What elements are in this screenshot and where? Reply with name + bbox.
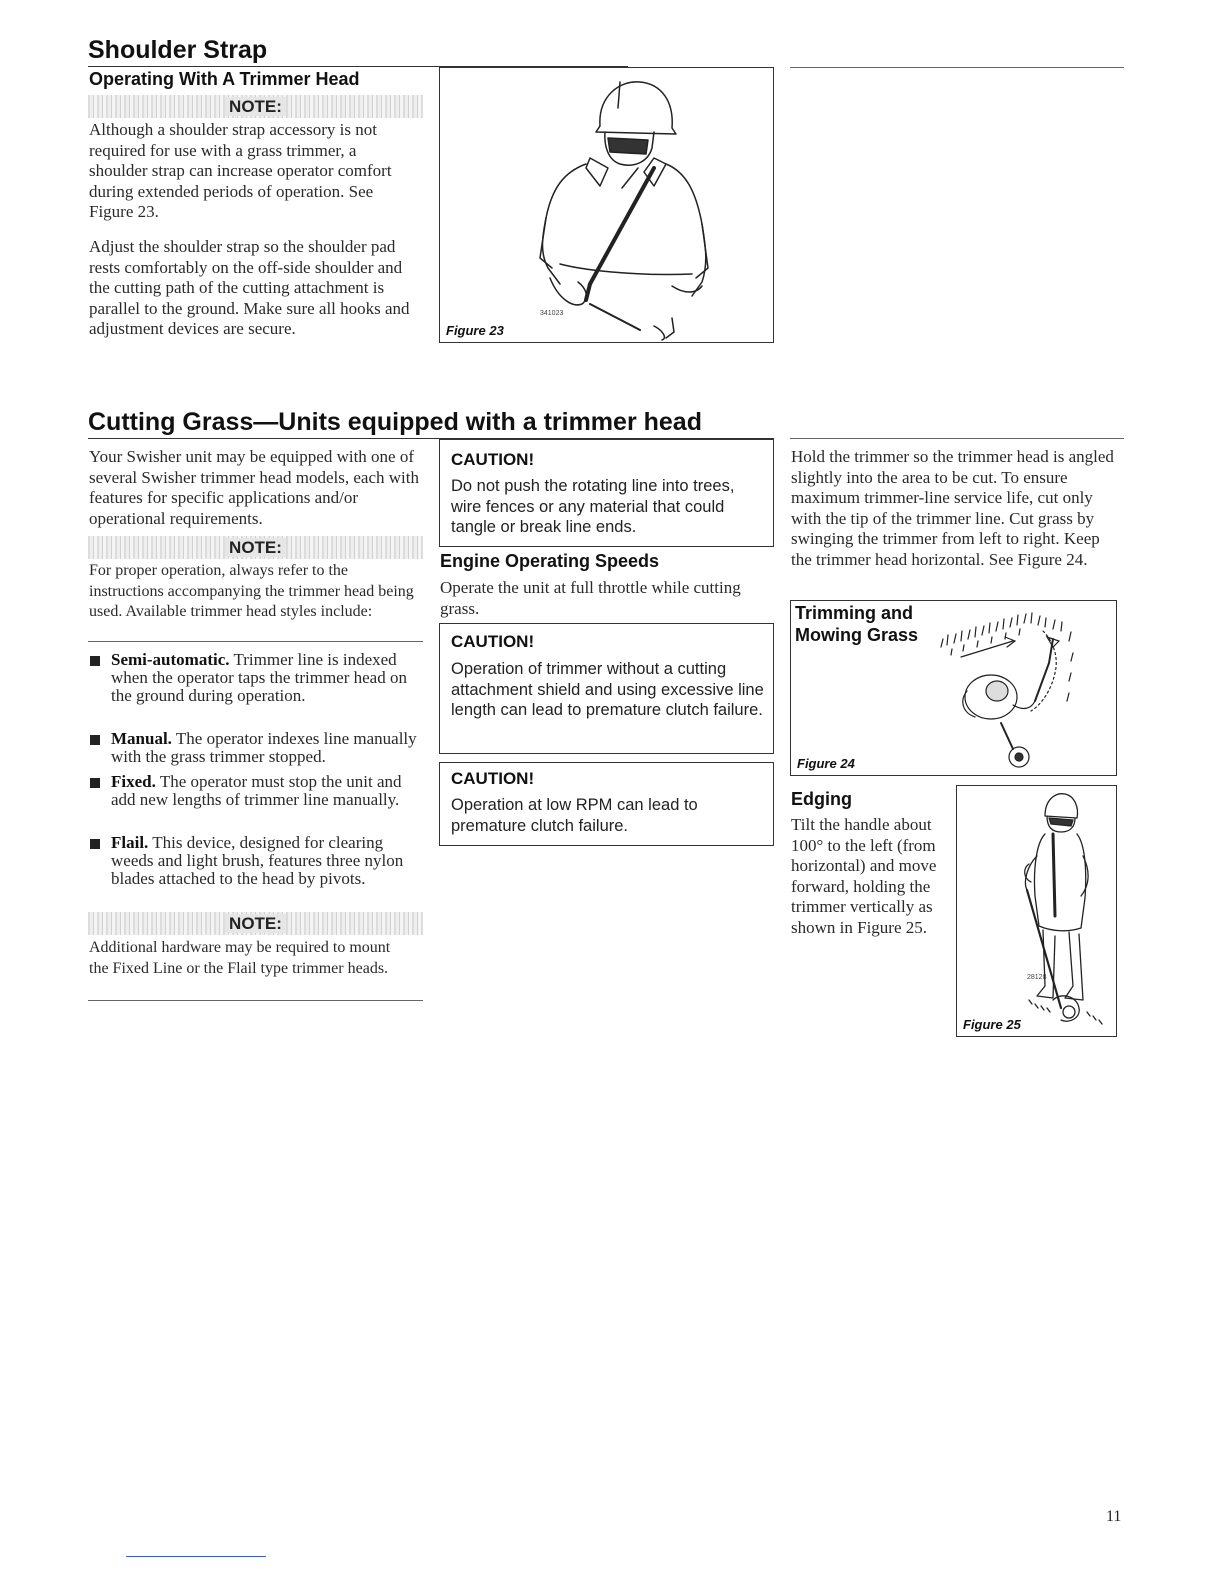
figure-23-code: 341023 [540,310,564,317]
bullet-text: The operator indexes line manually with the grass trimmer stopped. [111,729,417,766]
figure-23-caption: Figure 23 [446,323,504,338]
figure-23 [439,67,774,343]
bullet-flail [111,834,421,888]
operator-with-shoulder-strap-illustration [440,68,772,341]
note1-bar [88,536,423,559]
note2-rule [88,1000,423,1001]
figure-25-caption: Figure 25 [963,1017,1021,1032]
caution-text: Operation of trimmer without a cutting attachment shield and using excessive line length can lead to premature clutch failure. [451,660,764,720]
operating-trimmer-head-subheading: Operating With A Trimmer Head [89,69,360,89]
bullet-square [90,656,100,666]
note1-text: For proper operation, always refer to the instructions accompanying the trimmer head being used. Available trimmer head styles include: [89,562,414,621]
edging-operator-illustration [957,786,1115,1035]
bullet-term: Manual. [111,729,172,748]
shoulder-strap-heading: Shoulder Strap [88,36,268,64]
bullet-text: This device, designed for clearing weeds and light brush, features three nylon blades attached to the head by pivots. [111,833,404,888]
hold-trimmer-text: Hold the trimmer so the trimmer head is angled slightly into the area to be cut. To ensure maximum trimmer-line service life, cut only with the tip of the trimmer line. Cut grass by swinging the trimmer from left to right. Keep the trimmer head horizontal. See Figure 24. [791,447,1114,569]
bullet-term: Flail. [111,833,149,852]
bullet-term: Fixed. [111,772,156,791]
edging-text: Tilt the handle about 100° to the left (from horizontal) and move forward, holding the trimmer vertically as shown in Figure 25. [791,815,937,937]
bullet-square [90,839,100,849]
cutting-intro: Your Swisher unit may be equipped with one of several Swisher trimmer head models, each with features for specific applications and/or operational requirements. [89,447,419,528]
bottom-link-line [126,1556,266,1557]
bullet-text: The operator must stop the unit and add new lengths of trimmer line manually. [111,772,402,809]
note2-bar [88,912,423,935]
figure-24-caption: Figure 24 [797,756,855,771]
heading-rule-right [790,67,1124,68]
figure-25-code: 28128 [1027,974,1047,981]
note-label: NOTE: [225,97,286,116]
note1-label: NOTE: [225,538,286,557]
bullet-semi-automatic [111,651,411,705]
shoulder-adjust-text: Adjust the shoulder strap so the shoulder pad rests comfortably on the off-side shoulder and the cutting path of the cutting attachment is parallel to the ground. Make sure all hooks and adjustment devices are secure. [89,237,410,339]
figure-25 [956,785,1117,1037]
note-bar [88,95,423,118]
note1-rule [88,641,423,642]
engine-speeds-heading: Engine Operating Speeds [440,551,660,571]
bullet-square [90,735,100,745]
caution-title: CAUTION! [451,769,535,788]
figure-24-label-line2: Mowing Grass [795,625,919,645]
cutting-heading-rule-right [790,438,1124,439]
page-number: 11 [1106,1508,1122,1525]
bullet-fixed [111,773,411,809]
note2-label: NOTE: [225,914,286,933]
caution-title: CAUTION! [451,450,535,469]
figure-24 [790,600,1117,776]
caution-box-1 [439,439,774,547]
shoulder-note-text: Although a shoulder strap accessory is not required for use with a grass trimmer, a shoulder strap can increase operator comfort during extended periods of operation. See Figure 23. [89,120,392,222]
bullet-square [90,778,100,788]
caution-text: Do not push the rotating line into trees, wire fences or any material that could tangle or break line ends. [451,477,735,537]
caution-box-2 [439,623,774,754]
caution-text: Operation at low RPM can lead to premature clutch failure. [451,796,698,835]
engine-speeds-text: Operate the unit at full throttle while cutting grass. [440,578,741,618]
bullet-manual [111,730,423,766]
edging-heading: Edging [791,789,852,809]
note2-text: Additional hardware may be required to mount the Fixed Line or the Flail type trimmer heads. [89,939,391,977]
figure-24-label-line1: Trimming and [795,603,914,623]
trimming-grass-illustration [791,601,1115,774]
caution-title: CAUTION! [451,632,535,651]
caution-box-3 [439,762,774,846]
bullet-text: Trimmer line is indexed when the operator taps the trimmer head on the ground during operation. [111,650,407,705]
cutting-grass-heading: Cutting Grass—Units equipped with a trimmer head [88,408,702,436]
bullet-term: Semi-automatic. [111,650,230,669]
